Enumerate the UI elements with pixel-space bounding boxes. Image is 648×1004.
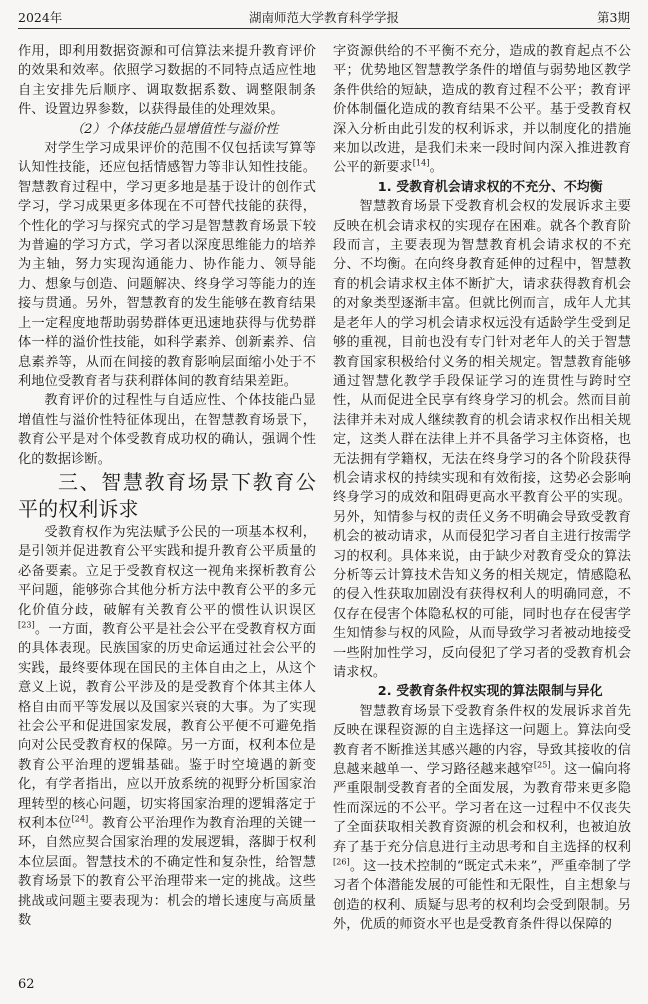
paragraph-text: 智慧教育场景下受教育条件权的发展诉求首先反映在课程资源的自主选择这一问题上。算法向受教育者不断推送其感兴趣的内容，导致其接收的信息越来越单一、学习路径越来越窄	[333, 703, 631, 778]
citation-marker: [23]	[18, 620, 35, 630]
paragraph-text: 受教育权作为宪法赋予公民的一项基本权利，是引领并促进教育公平实践和提升教育公平质量的必备要素。立足于受教育权这一视角来探析教育公平问题，能够弥合其他分析方法中教育公平的多元化价值分歧，破解有关教育公平的惯性认识误区	[18, 524, 316, 618]
left-column	[18, 42, 316, 930]
subsection-heading: 1. 受教育机会请求权的不充分、不均衡	[377, 179, 603, 195]
running-header	[18, 6, 630, 29]
paragraph	[333, 42, 631, 178]
right-column	[333, 42, 631, 935]
header-issue: 第3期	[597, 10, 630, 25]
subsection-heading: （2）个体技能凸显增值性与溢价性	[70, 121, 279, 137]
citation-marker: [24]	[71, 814, 89, 824]
paragraph-text: 字资源供给的不平衡不充分，造成的教育起点不公平；优势地区智慧教学条件的增值与弱势地区教学条件供给的短缺，造成的教育过程不公平；教育评价体制僵化造成的教育结果不公平。基于受教育权深入分析由此引发的权利诉求，并以制度化的措施来加以改进，是我们未来一段时间内深入推进教育公平的新要求	[333, 44, 631, 176]
paragraph-text: 。这一技术控制的“既定式未来”，严重牵制了学习者个体潜能发展的可能性和无限性，自主想象与创造的权利、质疑与思考的权利均会受到限制。另外，优质的师资水平也是受教育条件得以保障的	[333, 859, 631, 933]
paragraph: 智慧教育场景下受教育机会权的发展诉求主要反映在机会请求权的实现存在困难。就各个教育阶段而言，主要表现为智慧教育机会请求权的不充分、不均衡。在向终身教育延伸的过程中，智慧教育的机会请求权主体不断扩大，请求获得教育机会的对象类型逐渐丰富。但就比例而言，成年人尤其是老年人的学习机会请求权远没有适龄学生受到足够的重视，目前也没有专门针对老年人的关于智慧教育国家积极给付义务的相关规定。智慧教育能够通过智慧化教学手段保证学习的连贯性与跨时空性，从而促进全民享有终身学习的机会。然而目前法律并未对成人继续教育的机会请求权作出相关规定，这类人群在法律上并不具备学习主体资格，也无法拥有学籍权，无法在终身学习的各个阶段获得机会请求权的持续实现和有效衔接，这势必会影响终身学习的成效和阻碍更高水平教育公平的实现。另外，知情参与权的责任义务不明确会导致受教育机会的被动请求，从而侵犯学习者自主进行按需学习的权利。具体来说，由于缺少对教育受众的算法分析等云计算技术告知义务的相关规定，情感隐私的侵入性获取加剧没有获得权利人的明确同意，不仅存在侵害个体隐私权的可能，同时也存在侵害学生知情参与权的风险，从而导致学习者被动地接受一些附加性学习，反向侵犯了学习者的受教育机会请求权。	[333, 199, 631, 680]
header-year: 2024年	[18, 10, 63, 25]
journal-title: 湖南师范大学教育科学学报	[248, 10, 399, 25]
paragraph: 教育评价的过程性与自适应性、个体技能凸显增值性与溢价性特征体现出，在智慧教育场景下，教育公平是对个体受教育成功权的确认，强调个性化的数据诊断。	[18, 393, 316, 467]
citation-marker: [26]	[333, 857, 350, 867]
paragraph-text: 。一方面，教育公平是社会公平在受教育权方面的具体表现。民族国家的历史命运通过社会公平的实践，最终要体现在国民的主体自由之上，从这个意义上说，教育公平涉及的是受教育个体其主体人格自由而平等发展以及国家兴衰的大事。为了实现社会公平和促进国家发展，教育公平便不可避免指向对公民受教育权的保障。另一方面，权利本位是教育公平治理的逻辑基础。鉴于时空境遇的新变化，有学者指出，应以开放系统的视野分析国家治理转型的核心问题，切实将国家治理的逻辑落定于权利本位	[18, 621, 316, 832]
section-heading: 三、智慧教育场景下教育公平的权利诉求	[18, 469, 316, 521]
paragraph: 作用，即利用数据资源和可信算法来提升教育评价的效果和效率。依照学习数据的不同特点适应性地自主安排先后顺序、调取数据系数、调整限制条件、设置边界参数，以获得最佳的处理效果。	[18, 44, 316, 118]
page-number: 62	[18, 977, 35, 992]
paragraph-text: 。	[429, 160, 443, 176]
citation-marker: [25]	[533, 760, 551, 770]
paragraph: 对学生学习成果评价的范围不仅包括读写算等认知性技能，还应包括情感智力等非认知性技能。智慧教育过程中，学习更多地是基于设计的创作式学习，学习成果更多体现在不可替代技能的获得，个性化的学习与探究式的学习是智慧教育场景下较为普遍的学习方式，学习者以深度思维能力的培养为主轴，努力实现沟通能力、协作能力、领导能力、想象与创造、问题解决、终身学习等能力的连接与贯通。另外，智慧教育的发生能够在教育结果上一定程度地帮助弱势群体更迅速地获得与优势群体一样的溢价性技能，如科学素养、创新素养、信息素养等，从而在间接的教育影响层面缩小处于不利地位受教育者与获利群体间的教育结果差距。	[18, 141, 316, 389]
paragraph-text: 。教育公平治理作为教育治理的关键一环，自然应契合国家治理的发展逻辑，落脚于权利本位层面。智慧技术的不确定性和复杂性，给智慧教育场景下的教育公平治理带来一定的挑战。这些挑战或问题主要表现为：机会的增长速度与高质量数	[18, 816, 316, 929]
paragraph	[333, 702, 631, 935]
citation-marker: [14]	[412, 159, 430, 169]
paragraph-text: 。这一偏向将严重限制受教育者的全面发展，为教育带来更多隐性而深远的不公平。学习者在这一过程中不仅丧失了全面获取相关教育资源的机会和权利，也被迫放弃了基于充分信息进行主动思考和自主选择的权利	[333, 762, 632, 855]
subsection-heading: 2. 受教育条件权实现的算法限制与异化	[377, 684, 603, 700]
paragraph	[18, 523, 316, 931]
